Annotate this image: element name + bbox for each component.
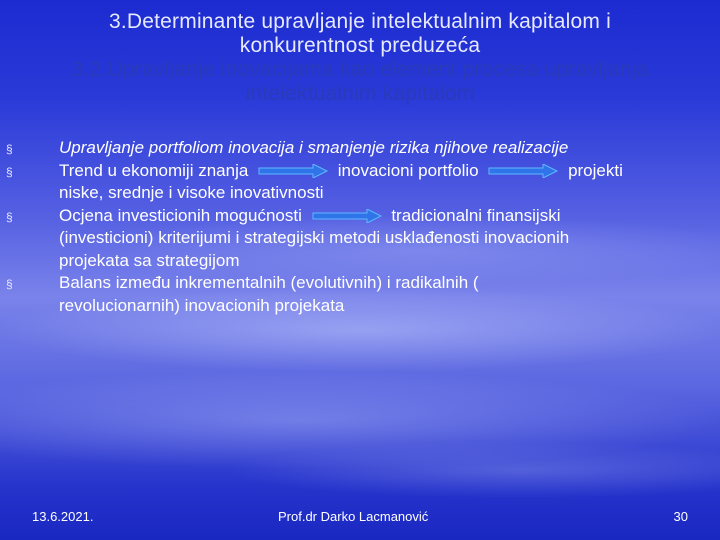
page-number: 30 — [673, 509, 688, 524]
bullet-text: Upravljanje portfoliom inovacija i smanjenje rizika njihove realizacije — [59, 138, 569, 157]
footer-date: 13.6.2021. — [32, 509, 94, 524]
bullet-list — [6, 137, 706, 317]
bullet-marker-icon: § — [6, 277, 13, 291]
bullet-text-part1: Trend u ekonomiji znanja — [59, 160, 249, 180]
right-arrow-icon — [311, 209, 383, 223]
bullet-text: Balans između inkrementalnih (evolutivnih) i radikalnih ( — [59, 273, 479, 292]
subtitle-line-1: 3.2.Upravljanje inovacijama kao element procesa upravljanja — [71, 58, 649, 81]
slide-title — [0, 10, 720, 106]
subtitle-line-2: intelektualnim kapitalom — [245, 82, 475, 105]
bullet-marker-icon: § — [6, 209, 13, 224]
right-arrow-icon — [487, 164, 559, 178]
bullet-item-balans — [6, 272, 706, 317]
bullet-text-part3: (investicioni) kriterijumi i strategijski metodi usklađenosti inovacionih — [59, 228, 570, 247]
bullet-text-part3: projekti — [568, 160, 623, 180]
title-line-2: konkurentnost preduzeća — [239, 34, 481, 57]
footer-author: Prof.dr Darko Lacmanović — [278, 509, 429, 524]
bullet-item-trend — [6, 160, 706, 205]
bullet-text-part2: inovacioni portfolio — [337, 160, 479, 180]
title-line-1: 3.Determinante upravljanje intelektualnim kapitalom i — [108, 10, 612, 33]
bullet-item-ocjena — [6, 205, 706, 273]
right-arrow-icon — [257, 164, 329, 178]
bullet-item-portfolio — [6, 137, 706, 160]
bullet-text-continued: revolucionarnih) inovacionih projekata — [59, 295, 345, 315]
bullet-marker-icon: § — [6, 142, 13, 156]
bullet-text-part4: projekata sa strategijom — [59, 250, 240, 270]
bullet-text-part4: niske, srednje i visoke inovativnosti — [59, 183, 324, 202]
bullet-marker-icon: § — [6, 164, 13, 179]
bullet-text-part2: tradicionalni finansijski — [391, 205, 561, 225]
bullet-text-part1: Ocjena investicionih mogućnosti — [59, 205, 302, 225]
